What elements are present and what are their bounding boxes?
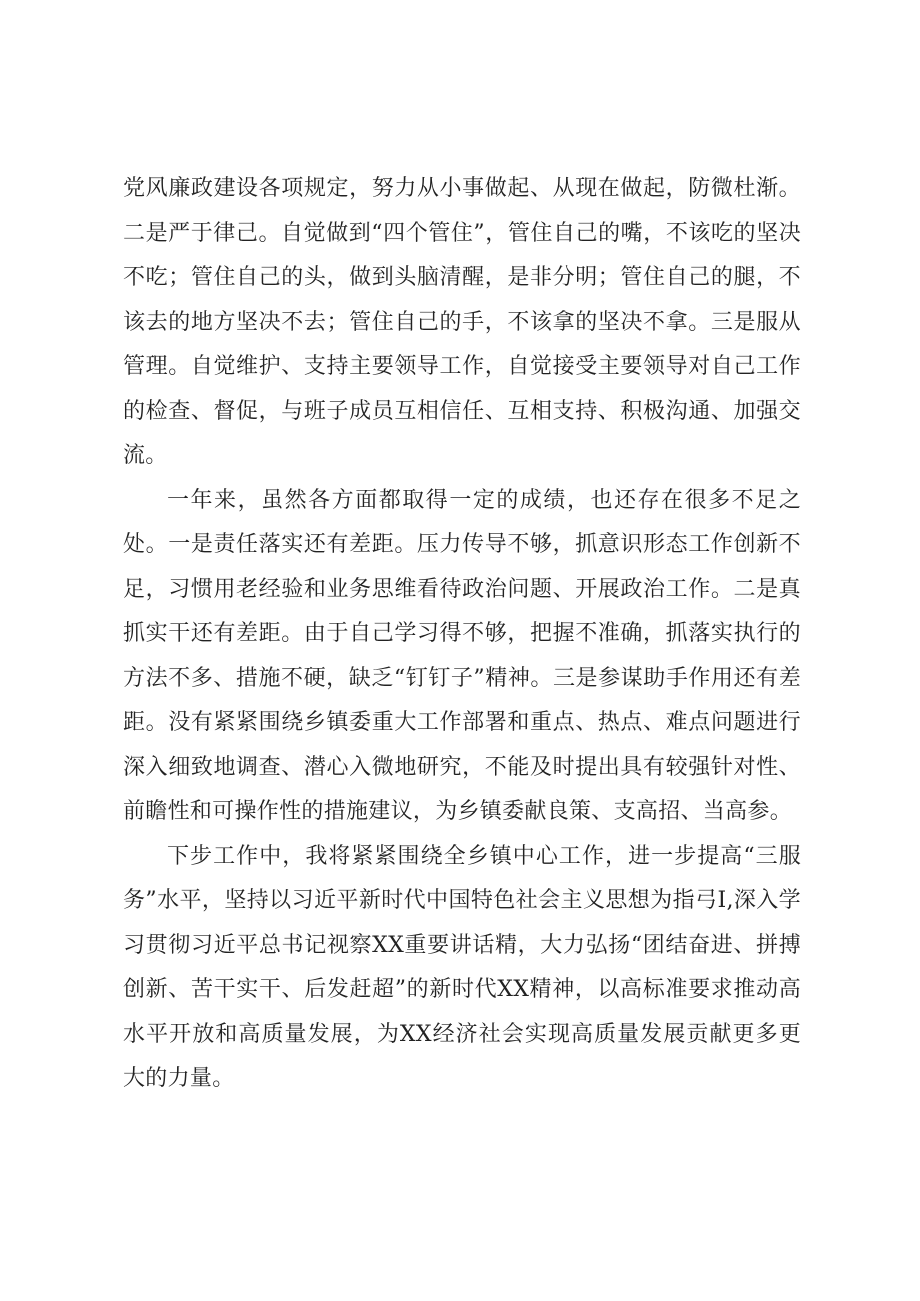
paragraph-3: 下步工作中，我将紧紧围绕全乡镇中心工作，进一步提高“三服务”水平，坚持以习近平新时代中国特色社会主义思想为指弓I,深入学习贯彻习近平总书记视察XX重要讲话精，大力弘扬“团结奋进、拼搏创新、苦干实干、后发赶超”的新时代XX精神，以高标准要求推动高水平开放和高质量发展，为XX经济社会实现高质量发展贡献更多更大的力量。 — [123, 843, 801, 1091]
paragraph-2: 一年来，虽然各方面都取得一定的成绩，也还存在很多不足之处。一是责任落实还有差距。压力传导不够，抓意识形态工作创新不足，习惯用老经验和业务思维看待政治问题、开展政治工作。二是真抓实干还有差距。由于自己学习得不够，把握不准确，抓落实执行的方法不多、措施不硬，缺乏“钉钉子”精神。三是参谋助手作用还有差距。没有紧紧围绕乡镇委重大工作部署和重点、热点、难点问题进行深入细致地调查、潜心入微地研究，不能及时提出具有较强针对性、前瞻性和可操作性的措施建议，为乡镇委献良策、支高招、当高参。 — [123, 487, 801, 824]
paragraph-1: 党风廉政建设各项规定，努力从小事做起、从现在做起，防微杜渐。二是严于律己。自觉做到“四个管住”，管住自己的嘴，不该吃的坚决不吃；管住自己的头，做到头脑清醒，是非分明；管住自己的腿，不该去的地方坚决不去；管住自己的手，不该拿的坚决不拿。三是服从管理。自觉维护、支持主要领导工作，自觉接受主要领导对自己工作的检查、督促，与班子成员互相信任、互相支持、积极沟通、加强交流。 — [123, 176, 801, 468]
document-body — [123, 167, 801, 1102]
